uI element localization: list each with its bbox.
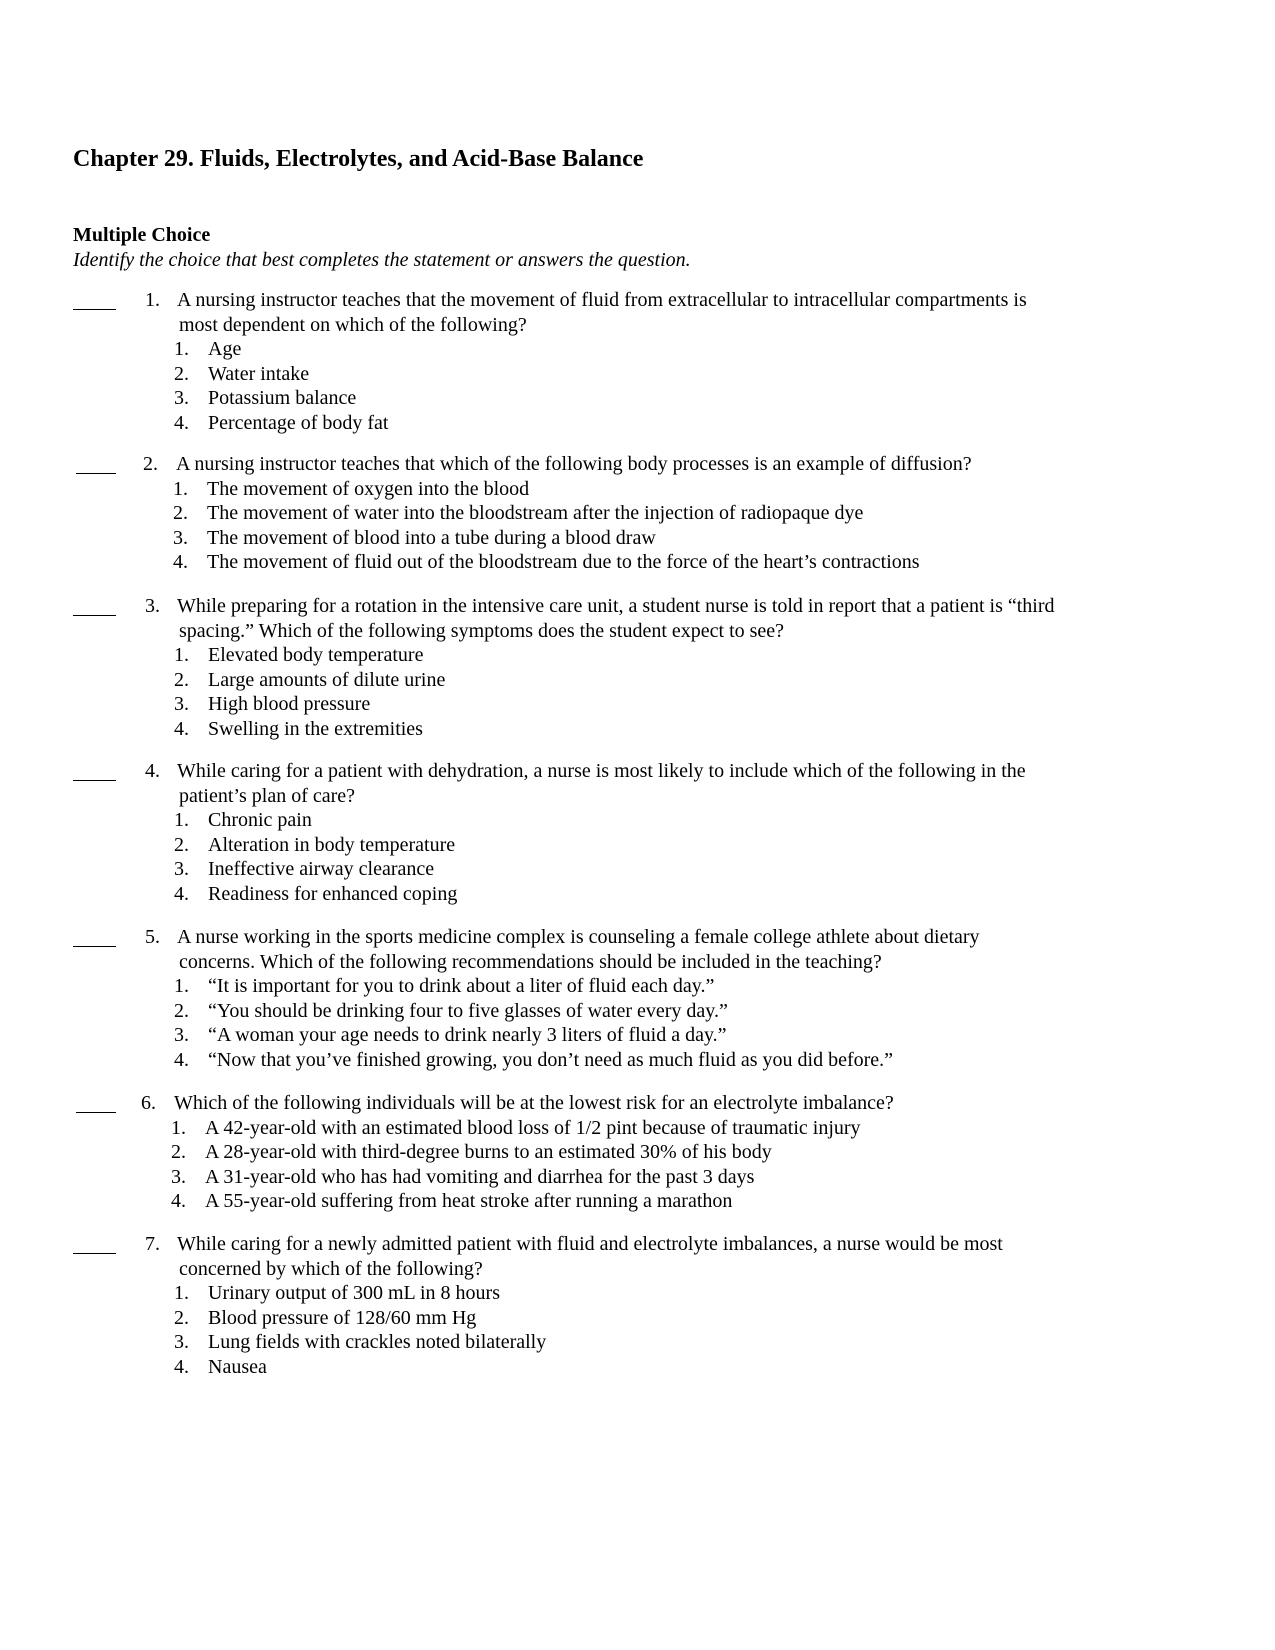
section-heading: Multiple Choice [73, 224, 211, 246]
option-text: Blood pressure of 128/60 mm Hg [208, 1306, 477, 1329]
answer-option [174, 1048, 1167, 1073]
answer-option [171, 1189, 1164, 1214]
answer-option [174, 337, 1167, 362]
answer-option [174, 857, 1167, 882]
answer-option [174, 692, 1167, 717]
option-text: A 31-year-old who has had vomiting and diarrhea for the past 3 days [205, 1165, 755, 1188]
option-text: Chronic pain [208, 809, 312, 832]
question-number: 2. [143, 453, 158, 475]
question-stem-line: A nursing instructor teaches that which of the following body processes is an example of diffusion? [176, 453, 972, 475]
answer-option [171, 1140, 1164, 1165]
page-title: Chapter 29. Fluids, Electrolytes, and Acid-Base Balance [73, 146, 644, 172]
option-number: 2. [174, 362, 189, 385]
option-number: 3. [174, 1024, 189, 1047]
answer-option [174, 1330, 1167, 1355]
option-number: 3. [174, 1331, 189, 1354]
answer-blank[interactable] [76, 452, 116, 474]
option-number: 1. [171, 1116, 186, 1139]
option-text: Water intake [208, 362, 310, 385]
answer-options [174, 1281, 1167, 1379]
option-text: A 55-year-old suffering from heat stroke after running a marathon [205, 1190, 733, 1213]
answer-option [174, 1023, 1167, 1048]
answer-option [174, 1355, 1167, 1380]
option-number: 2. [174, 1306, 189, 1329]
option-number: 4. [174, 882, 189, 905]
option-number: 1. [174, 644, 189, 667]
question-stem-line: Which of the following individuals will be at the lowest risk for an electrolyte imbalance? [174, 1092, 894, 1114]
question-stem [174, 594, 1167, 742]
answer-option [171, 1165, 1164, 1190]
option-number: 1. [174, 975, 189, 998]
option-number: 2. [174, 668, 189, 691]
answer-option [174, 643, 1167, 668]
option-number: 3. [173, 526, 188, 549]
answer-option [174, 999, 1167, 1024]
question-stem [173, 452, 1166, 575]
answer-options [171, 1116, 1164, 1214]
option-number: 1. [174, 338, 189, 361]
option-text: The movement of oxygen into the blood [207, 477, 530, 500]
option-text: Urinary output of 300 mL in 8 hours [208, 1282, 501, 1305]
option-text: The movement of water into the bloodstream after the injection of radiopaque dye [207, 502, 864, 525]
question-number: 4. [145, 760, 160, 782]
answer-option [174, 362, 1167, 387]
question-stem [171, 1091, 1164, 1214]
option-text: The movement of fluid out of the bloodstream due to the force of the heart’s contractions [207, 551, 920, 574]
answer-option [174, 808, 1167, 833]
option-number: 4. [174, 1355, 189, 1378]
option-number: 4. [174, 1048, 189, 1071]
question-stem [174, 288, 1167, 436]
option-text: Lung fields with crackles noted bilaterally [208, 1331, 547, 1354]
option-number: 2. [174, 999, 189, 1022]
answer-blank[interactable] [73, 288, 116, 310]
option-number: 4. [174, 411, 189, 434]
answer-options [174, 337, 1167, 435]
question-number: 1. [145, 289, 160, 311]
question-stem-line: patient’s plan of care? [179, 784, 356, 807]
option-text: Readiness for enhanced coping [208, 882, 458, 905]
question-stem-line: While preparing for a rotation in the intensive care unit, a student nurse is told in report that a patient is “third [177, 595, 1055, 617]
option-number: 4. [174, 717, 189, 740]
option-number: 3. [174, 858, 189, 881]
answer-option [174, 833, 1167, 858]
question-number: 6. [141, 1092, 156, 1114]
option-number: 3. [174, 387, 189, 410]
option-number: 1. [174, 809, 189, 832]
question-stem-line: concerns. Which of the following recommendations should be included in the teaching? [179, 950, 882, 973]
answer-option [174, 411, 1167, 436]
question-stem-line: A nursing instructor teaches that the movement of fluid from extracellular to intracellular compartments is [177, 289, 1027, 311]
answer-options [174, 808, 1167, 906]
answer-option [174, 882, 1167, 907]
option-text: High blood pressure [208, 693, 371, 716]
option-number: 1. [173, 477, 188, 500]
answer-blank[interactable] [73, 1232, 116, 1254]
question-stem [174, 1232, 1167, 1380]
option-number: 2. [171, 1141, 186, 1164]
question-stem [174, 925, 1167, 1073]
option-text: “It is important for you to drink about a liter of fluid each day.” [208, 975, 715, 998]
instructions-text: Identify the choice that best completes the statement or answers the question. [73, 249, 691, 271]
answer-option [174, 1306, 1167, 1331]
option-text: Ineffective airway clearance [208, 858, 435, 881]
answer-option [174, 974, 1167, 999]
option-text: The movement of blood into a tube during a blood draw [207, 526, 656, 549]
option-number: 3. [171, 1165, 186, 1188]
option-number: 2. [174, 833, 189, 856]
answer-option [174, 668, 1167, 693]
option-number: 4. [171, 1190, 186, 1213]
option-text: Percentage of body fat [208, 411, 389, 434]
option-text: Elevated body temperature [208, 644, 424, 667]
option-text: Alteration in body temperature [208, 833, 456, 856]
question-number: 5. [145, 926, 160, 948]
answer-option [173, 526, 1166, 551]
question-stem-line: While caring for a patient with dehydration, a nurse is most likely to include which of the following in the [177, 760, 1026, 782]
question-number: 7. [145, 1233, 160, 1255]
question-stem-line: concerned by which of the following? [179, 1257, 483, 1280]
question-number: 3. [145, 595, 160, 617]
option-text: A 28-year-old with third-degree burns to an estimated 30% of his body [205, 1141, 772, 1164]
option-text: Swelling in the extremities [208, 717, 423, 740]
option-text: “Now that you’ve finished growing, you don’t need as much fluid as you did before.” [208, 1048, 894, 1071]
answer-option [173, 501, 1166, 526]
answer-option [171, 1116, 1164, 1141]
answer-blank[interactable] [76, 1091, 116, 1113]
question-stem-line: most dependent on which of the following? [179, 313, 527, 336]
answer-option [174, 1281, 1167, 1306]
question-stem-line: While caring for a newly admitted patient with fluid and electrolyte imbalances, a nurse would be most [177, 1233, 1003, 1255]
option-number: 1. [174, 1282, 189, 1305]
option-text: A 42-year-old with an estimated blood loss of 1/2 pint because of traumatic injury [205, 1116, 861, 1139]
answer-options [174, 974, 1167, 1072]
option-text: Potassium balance [208, 387, 357, 410]
option-text: “A woman your age needs to drink nearly 3 liters of fluid a day.” [208, 1024, 727, 1047]
answer-blank[interactable] [73, 759, 116, 781]
answer-option [173, 477, 1166, 502]
answer-blank[interactable] [73, 594, 116, 616]
answer-blank[interactable] [73, 925, 116, 947]
option-text: “You should be drinking four to five glasses of water every day.” [208, 999, 728, 1022]
option-number: 2. [173, 502, 188, 525]
option-text: Age [208, 338, 242, 361]
option-number: 4. [173, 551, 188, 574]
option-text: Large amounts of dilute urine [208, 668, 446, 691]
question-stem-line: spacing.” Which of the following symptoms does the student expect to see? [179, 619, 785, 642]
answer-option [174, 717, 1167, 742]
answer-options [174, 643, 1167, 741]
answer-option [174, 386, 1167, 411]
answer-option [173, 550, 1166, 575]
option-text: Nausea [208, 1355, 267, 1378]
question-stem-line: A nurse working in the sports medicine complex is counseling a female college athlete about dietary [177, 926, 980, 948]
option-number: 3. [174, 693, 189, 716]
answer-options [173, 477, 1166, 575]
question-stem [174, 759, 1167, 907]
